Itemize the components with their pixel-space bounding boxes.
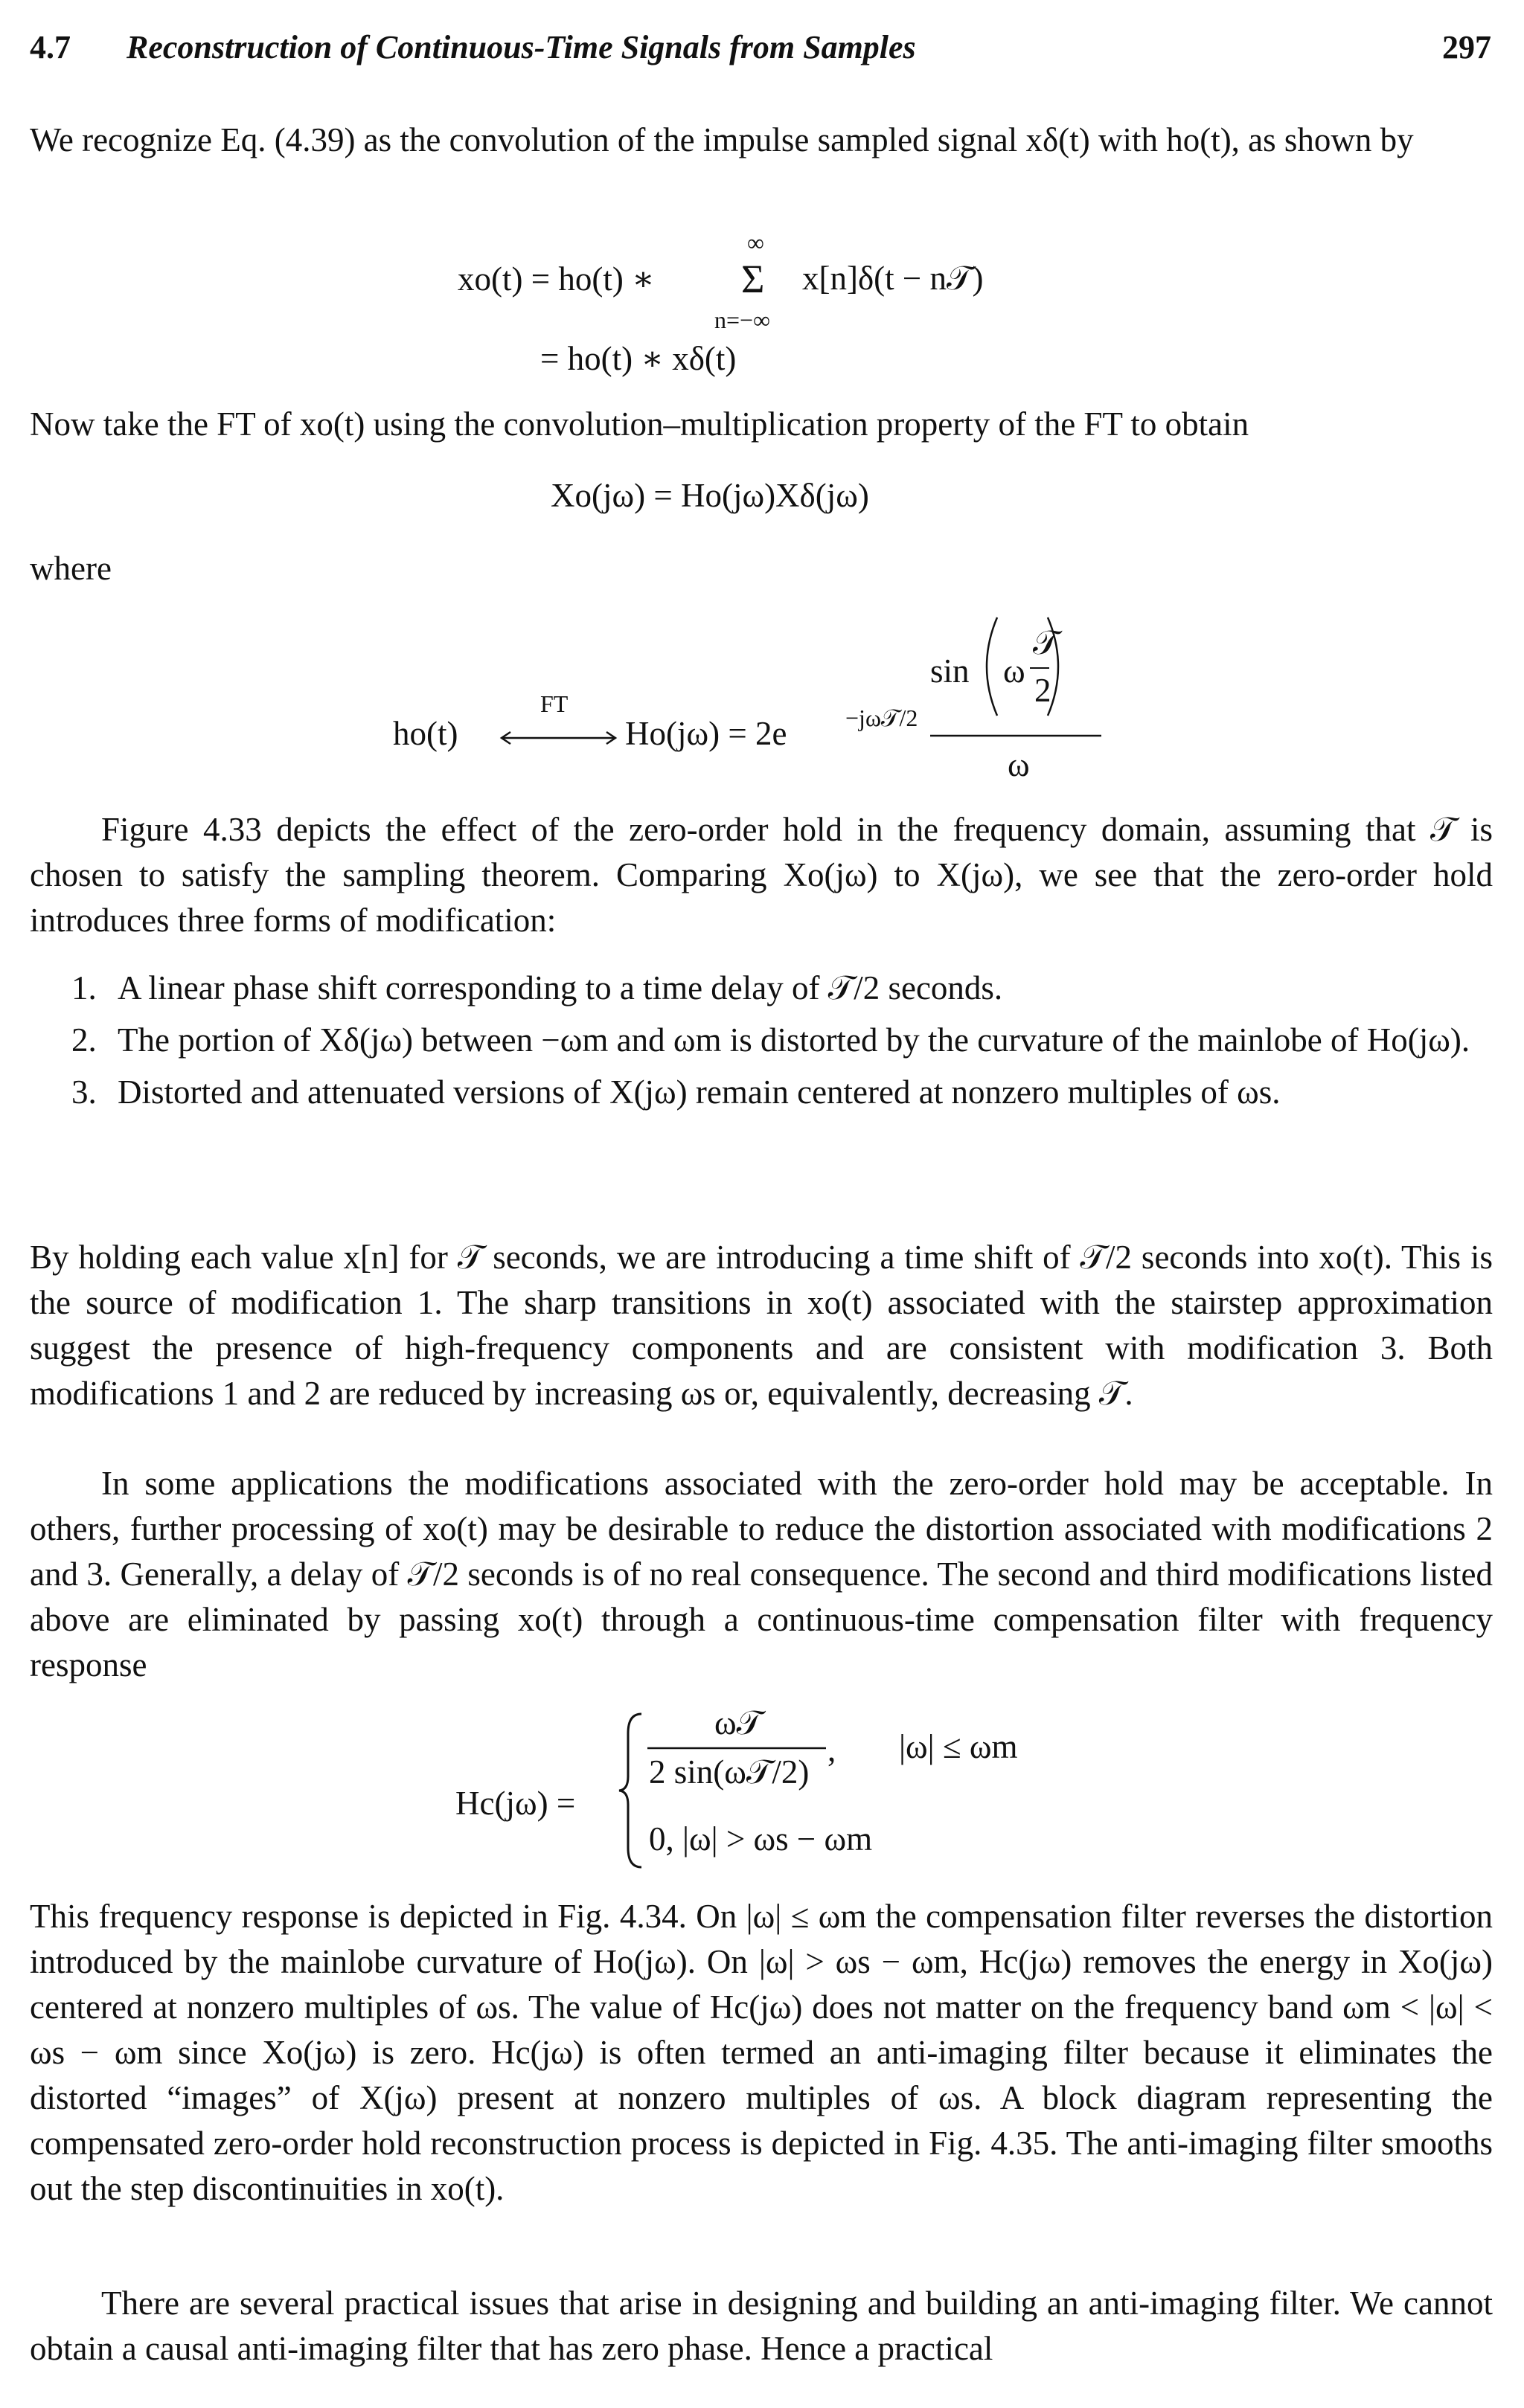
summation-symbol: Σ (741, 257, 765, 301)
practical-issues-paragraph: There are several practical issues that arise in designing and building an anti-imaging filter. We cannot obtain a causal anti-imaging filter that has zero phase. Hence a practical (30, 2285, 1493, 2367)
eq4-case1-denominator: 2 sin(ω𝒯/2) (649, 1753, 810, 1791)
eq3-frac-bottom: 2 (1034, 672, 1051, 709)
intro-paragraph: We recognize Eq. (4.39) as the convolution of the impulse sampled signal xδ(t) with ho(t), as shown by (30, 121, 1414, 158)
eq3-fraction-bar (930, 734, 1101, 737)
page-number: 297 (1442, 29, 1491, 65)
list-item (71, 1018, 1493, 1063)
where-text: where (30, 550, 112, 587)
convolution-equation-line2: = ho(t) ∗ xδ(t) (540, 340, 737, 377)
eq4-lhs: Hc(jω) = (455, 1785, 576, 1822)
section-title: Reconstruction of Continuous-Time Signals from Samples (127, 29, 916, 65)
sum-upper-limit: ∞ (747, 229, 764, 256)
holding-paragraph: By holding each value x[n] for 𝒯 seconds, we are introducing a time shift of 𝒯/2 seconds into xo(t). This is the source of modification 1. The sharp transitions in xo(t) associated with the stairstep approximation suggest the presence of high-frequency components and are consistent with modification 3. Both modifications 1 and 2 are reduced by increasing ωs or, equivalently, decreasing 𝒯. (30, 1239, 1493, 1412)
eq4-left-brace (616, 1711, 646, 1870)
list-item-text: Distorted and attenuated versions of X(jω) remain centered at nonzero multiples of ωs. (118, 1073, 1281, 1111)
eq3-lhs: ho(t) (393, 715, 458, 752)
list-item-number: 2. (71, 1021, 97, 1059)
convolution-equation-line1-lhs: xo(t) = ho(t) ∗ (458, 260, 655, 298)
sum-lower-limit: n=−∞ (714, 306, 770, 333)
eq3-omega: ω (1003, 652, 1025, 690)
running-header (30, 28, 1491, 73)
eq4-case1-comma: , (827, 1731, 836, 1768)
eq4-case2: 0, |ω| > ωs − ωm (649, 1820, 873, 1858)
eq3-exponent: −jω𝒯/2 (845, 704, 918, 731)
product-equation: Xo(jω) = Ho(jω)Xδ(jω) (551, 477, 869, 514)
figure-paragraph: Figure 4.33 depicts the effect of the zero-order hold in the frequency domain, assuming that 𝒯 is chosen to satisfy the sampling theorem. Comparing Xo(jω) to X(jω), we see that the zero-order hold introduces three forms of modification: (30, 811, 1493, 939)
eq3-frac-top: 𝒯 (1033, 624, 1059, 661)
eq3-rhs: Ho(jω) = 2e (625, 715, 787, 752)
response-paragraph: This frequency response is depicted in Fig. 4.34. On |ω| ≤ ωm the compensation filter reverses the distortion introduced by the mainlobe curvature of Ho(jω). On |ω| > ωs − ωm, Hc(jω) removes the energy in Xo(jω) centered at nonzero multiples of ωs. The value of Hc(jω) does not matter on the frequency band ωm < |ω| < ωs − ωm since Xo(jω) is zero. Hc(jω) is often termed an anti-imaging filter because it eliminates the distorted “images” of X(jω) present at nonzero multiples of ωs. A block diagram representing the compensated zero-order hold reconstruction process is depicted in Fig. 4.35. The anti-imaging filter smooths out the step discontinuities in xo(t). (30, 1898, 1493, 2207)
list-item-text: The portion of Xδ(jω) between −ωm and ωm is distorted by the curvature of the mainlobe of Ho(jω). (118, 1021, 1470, 1059)
eq4-case1-numerator: ω𝒯 (714, 1704, 763, 1741)
applications-paragraph: In some applications the modifications associated with the zero-order hold may be acceptable. In others, further processing of xo(t) may be desirable to reduce the distortion associated with modifications 2 and 3. Generally, a delay of 𝒯/2 seconds is of no real consequence. The second and third modifications listed above are eliminated by passing xo(t) through a continuous-time compensation filter with frequency response (30, 1465, 1493, 1683)
list-item (71, 966, 1493, 1011)
eq4-fraction-bar (647, 1747, 826, 1750)
section-number: 4.7 (30, 29, 71, 65)
list-item-text: A linear phase shift corresponding to a time delay of 𝒯/2 seconds. (118, 969, 1003, 1006)
eq3-sin: sin (930, 652, 970, 690)
eq3-denominator: ω (1008, 746, 1030, 783)
ft-arrow-label: FT (540, 690, 569, 717)
list-item (71, 1070, 1493, 1115)
list-item-number: 3. (71, 1073, 97, 1111)
ft-pair-arrow (497, 731, 620, 745)
list-item-number: 1. (71, 969, 97, 1006)
modification-list (71, 966, 1493, 1122)
ft-paragraph: Now take the FT of xo(t) using the convolution–multiplication property of the FT to obtain (30, 405, 1249, 443)
convolution-equation-line1-rhs: x[n]δ(t − n𝒯) (802, 260, 984, 297)
eq4-case1-condition: |ω| ≤ ωm (899, 1728, 1018, 1765)
